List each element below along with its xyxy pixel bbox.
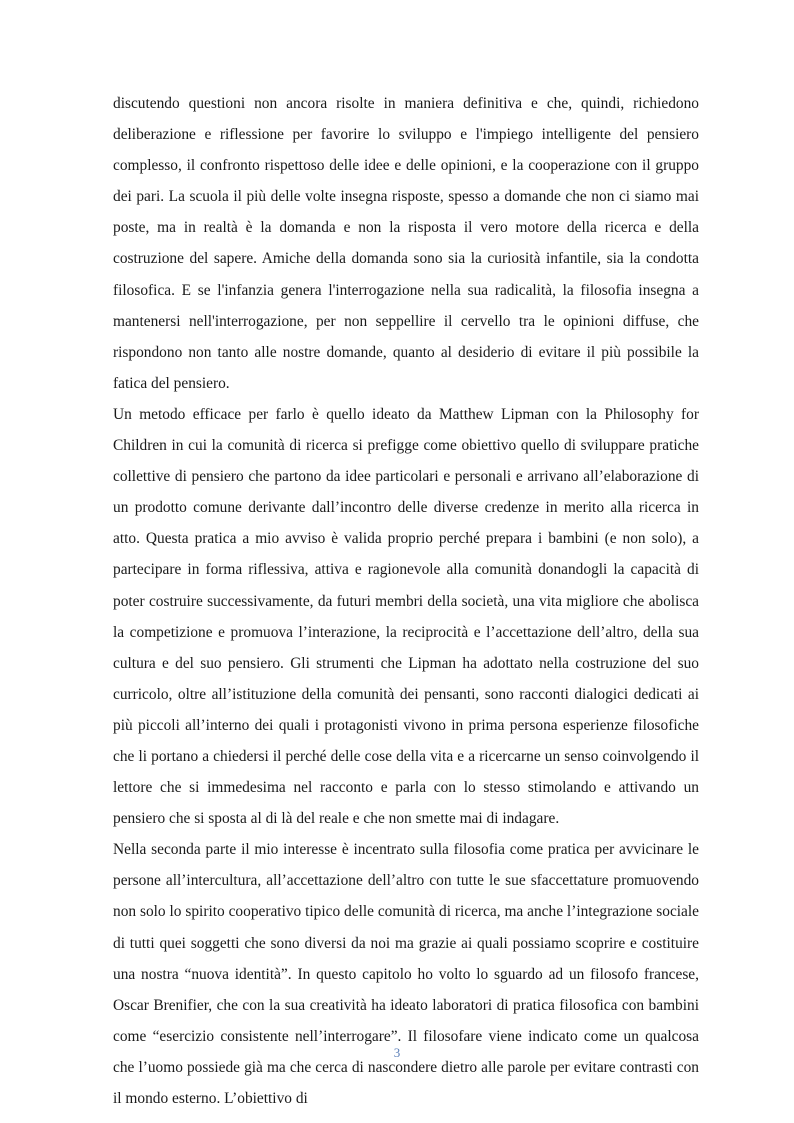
body-text (113, 88, 699, 1114)
page-number: 3 (393, 1045, 401, 1060)
paragraph-3: Nella seconda parte il mio interesse è incentrato sulla filosofia come pratica per avvicinare le persone all’intercultura, all’accettazione dell’altro con tutte le sue sfaccettature promuovendo non solo lo spirito cooperativo tipico delle comunità di ricerca, ma anche l’integrazione sociale di tutti quei soggetti che sono diversi da noi ma grazie ai quali possiamo scoprire e costituire una nostra “nuova identità”. In questo capitolo ho volto lo sguardo ad un filosofo francese, Oscar Brenifier, che con la sua creatività ha ideato laboratori di pratica filosofica con bambini come “esercizio consistente nell’interrogare”. Il filosofare viene indicato come un qualcosa che l’uomo possiede già ma che cerca di nascondere dietro alle parole per evitare contrasti con il mondo esterno. L’obiettivo di (113, 841, 699, 1107)
paragraph-2: Un metodo efficace per farlo è quello ideato da Matthew Lipman con la Philosophy for Children in cui la comunità di ricerca si prefigge come obiettivo quello di sviluppare pratiche collettive di pensiero che partono da idee particolari e personali e arrivano all’elaborazione di un prodotto comune derivante dall’incontro delle diverse credenze in merito alla ricerca in atto. Questa pratica a mio avviso è valida proprio perché prepara i bambini (e non solo), a partecipare in forma riflessiva, attiva e ragionevole alla comunità donandogli la capacità di poter costruire successivamente, da futuri membri della società, una vita migliore che abolisca la competizione e promuova l’interazione, la reciprocità e l’accettazione dell’altro, della sua cultura e del suo pensiero. Gli strumenti che Lipman ha adottato nella costruzione del suo curricolo, oltre all’istituzione della comunità dei pensanti, sono racconti dialogici dedicati ai più piccoli all’interno dei quali i protagonisti vivono in prima persona esperienze filosofiche che li portano a chiedersi il perché delle cose della vita e a ricercarne un senso coinvolgendo il lettore che si immedesima nel racconto e parla con lo stesso stimolando e attivando un pensiero che si sposta al di là del reale e che non smette mai di indagare. (113, 405, 699, 828)
paragraph-1: discutendo questioni non ancora risolte in maniera definitiva e che, quindi, richiedono deliberazione e riflessione per favorire lo sviluppo e l'impiego intelligente del pensiero complesso, il confronto rispettoso delle idee e delle opinioni, e la cooperazione con il gruppo dei pari. La scuola il più delle volte insegna risposte, spesso a domande che non ci siamo mai poste, ma in realtà è la domanda e non la risposta il vero motore della ricerca e della costruzione del sapere. Amiche della domanda sono sia la curiosità infantile, sia la condotta filosofica. E se l'infanzia genera l'interrogazione nella sua radicalità, la filosofia insegna a mantenersi nell'interrogazione, per non seppellire il cervello tra le opinioni diffuse, che rispondono non tanto alle nostre domande, quanto al desiderio di evitare il più possibile la fatica del pensiero. (113, 95, 699, 392)
